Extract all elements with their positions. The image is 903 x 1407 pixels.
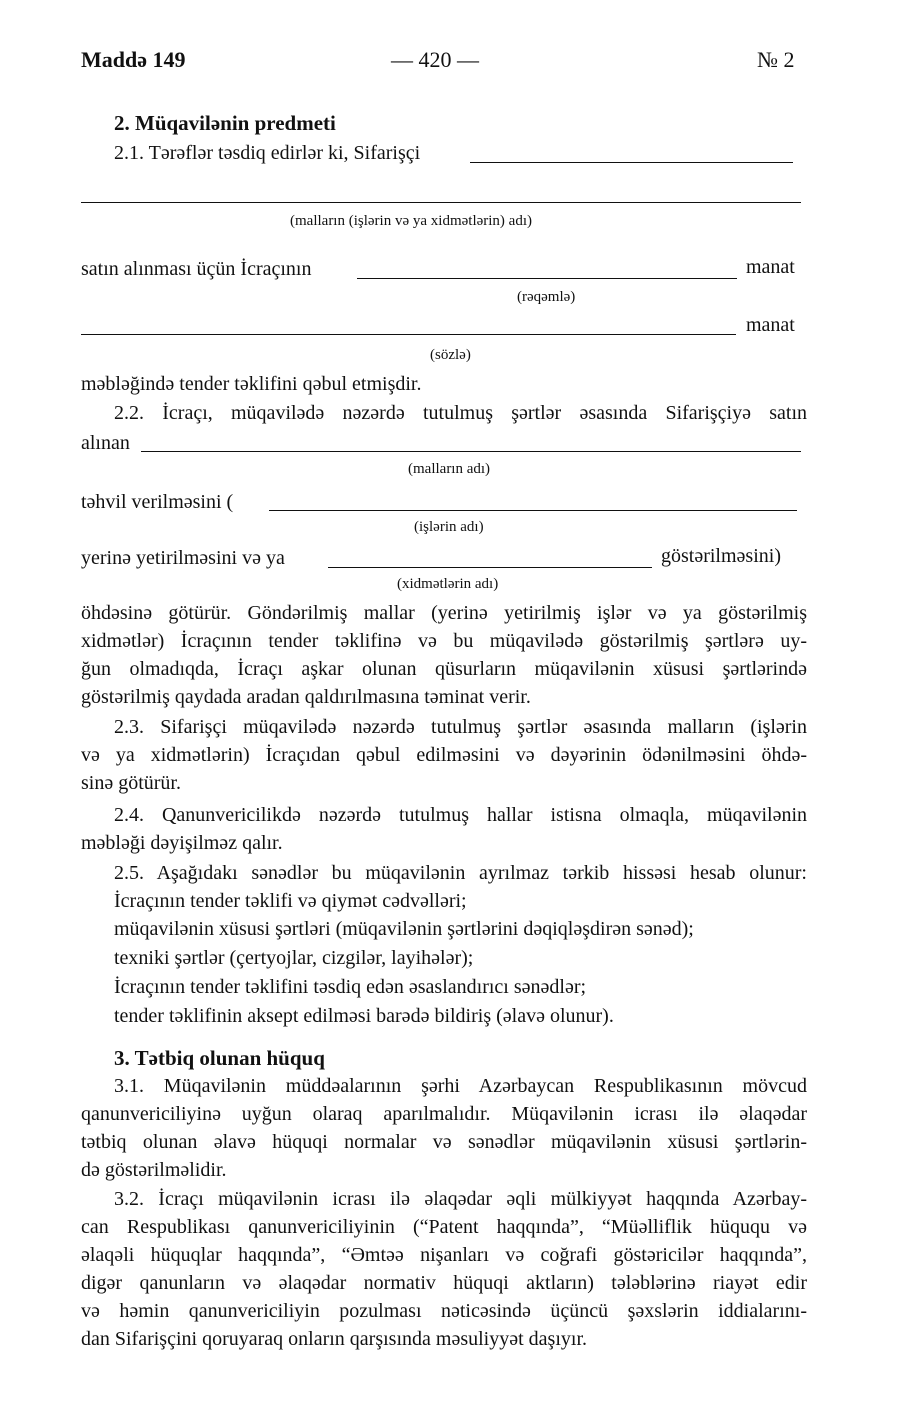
p22-alinan: alınan (81, 432, 130, 454)
p25-item: İcraçının tender təklifini təsdiq edən əsaslandırıcı sənədlər; (114, 976, 587, 998)
section-2-title: 2. Müqavilənin predmeti (114, 111, 336, 135)
p23-line: 2.3. Sifarişçi müqavilədə nəzərdə tutulmuş şərtlər əsasında malların (işlərin (114, 716, 807, 738)
header-issue-number: № 2 (757, 47, 795, 72)
shown-line: göstərilməsini) (661, 545, 781, 567)
p25-item: texniki şərtlər (çertyojlar, cizgilər, layihələr); (114, 947, 474, 969)
header-page-number: — 420 — (391, 47, 479, 72)
blank-line-customer (470, 162, 793, 163)
p22-start: 2.2. İcraçı, müqavilədə nəzərdə tutulmuş şərtlər əsasında Sifarişçiyə satın (114, 402, 807, 424)
caption-goods: (malların (işlərin və ya xidmətlərin) adı) (290, 213, 532, 229)
p22-rest-line: öhdəsinə götürür. Göndərilmiş mallar (yerinə yetirilmiş işlər və ya göstərilmiş (81, 602, 807, 624)
p32-line: digər qanunların və əlaqədar normativ hüquqi aktların) tələblərinə riayət edir (81, 1272, 807, 1294)
purchase-line: satın alınması üçün İcraçının (81, 258, 312, 280)
blank-line-services-name (328, 567, 652, 568)
section-3-title: 3. Tətbiq olunan hüquq (114, 1046, 325, 1070)
delivery-line: təhvil verilməsini ( (81, 491, 234, 513)
manat-label-1: manat (746, 256, 795, 278)
p32-line: əlaqəli hüquqlar haqqında”, “Əmtəə nişanları və coğrafi göstəricilər haqqında”, (81, 1244, 807, 1266)
blank-line-amount-words (81, 334, 736, 335)
p23-line: və ya xidmətlərin) İcraçıdan qəbul edilməsini və dəyərinin ödənilməsini öhdə- (81, 744, 807, 766)
p22-rest-line: xidmətlər) İcraçının tender təklifinə və bu müqavilədə göstərilmiş şərtlərə uy- (81, 630, 807, 652)
p31-line: qanunvericiliyinə uyğun olaraq aparılmalıdır. Müqavilənin icrası ilə əlaqədar (81, 1103, 807, 1125)
manat-label-2: manat (746, 314, 795, 336)
blank-line-works-name (269, 510, 797, 511)
p21-start: 2.1. Tərəflər təsdiq edirlər ki, Sifarişçi (114, 142, 421, 164)
p32-line: və həmin qanunvericiliyin pozulması nəticəsində üçüncü şəxslərin iddialarını- (81, 1300, 807, 1322)
p31-line: tətbiq olunan əlavə hüquqi normalar və sənədlər müqavilənin xüsusi şərtlərin- (81, 1131, 807, 1153)
accept-line: məbləğində tender təklifini qəbul etmişdir. (81, 373, 422, 395)
caption-goods-name: (malların adı) (408, 461, 491, 477)
p32-line: can Respublikası qanunvericiliyinin (“Patent haqqında”, “Müəlliflik hüququ və (81, 1216, 807, 1238)
p22-rest-line: ğun olmadıqda, İcraçı aşkar olunan qüsurların müqavilənin xüsusi şərtlərində (81, 658, 807, 680)
perform-line: yerinə yetirilməsini və ya (81, 547, 285, 569)
blank-line-amount-digits (357, 278, 737, 279)
header-article: Maddə 149 (81, 47, 186, 72)
p23-line: sinə götürür. (81, 772, 181, 794)
p24-line: məbləği dəyişilməz qalır. (81, 832, 283, 854)
caption-digits: (rəqəmlə) (517, 289, 576, 305)
p32-line: 3.2. İcraçı müqavilənin icrası ilə əlaqədar əqli mülkiyyət haqqında Azərbay- (114, 1188, 807, 1210)
p25-intro: 2.5. Aşağıdakı sənədlər bu müqavilənin ayrılmaz tərkib hissəsi hesab olunur: (114, 862, 807, 884)
caption-words: (sözlə) (430, 347, 471, 363)
p31-line: də göstərilməlidir. (81, 1159, 227, 1181)
p25-item: müqavilənin xüsusi şərtləri (müqavilənin şərtlərini dəqiqləşdirən sənəd); (114, 918, 694, 940)
blank-line-goods-name (141, 451, 801, 452)
p22-rest-line: göstərilmiş qaydada aradan qaldırılmasına təminat verir. (81, 686, 531, 708)
p24-line: 2.4. Qanunvericilikdə nəzərdə tutulmuş hallar istisna olmaqla, müqavilənin (114, 804, 807, 826)
p25-item: İcraçının tender təklifi və qiymət cədvəlləri; (114, 890, 467, 912)
caption-works-name: (işlərin adı) (414, 519, 484, 535)
p31-line: 3.1. Müqavilənin müddəalarının şərhi Azərbaycan Respublikasının mövcud (114, 1075, 807, 1097)
blank-line-goods (81, 202, 801, 203)
p32-line: dan Sifarişçini qoruyaraq onların qarşısında məsuliyyət daşıyır. (81, 1328, 587, 1350)
caption-services-name: (xidmətlərin adı) (397, 576, 499, 592)
p25-item: tender təklifinin aksept edilməsi barədə bildiriş (əlavə olunur). (114, 1005, 614, 1027)
